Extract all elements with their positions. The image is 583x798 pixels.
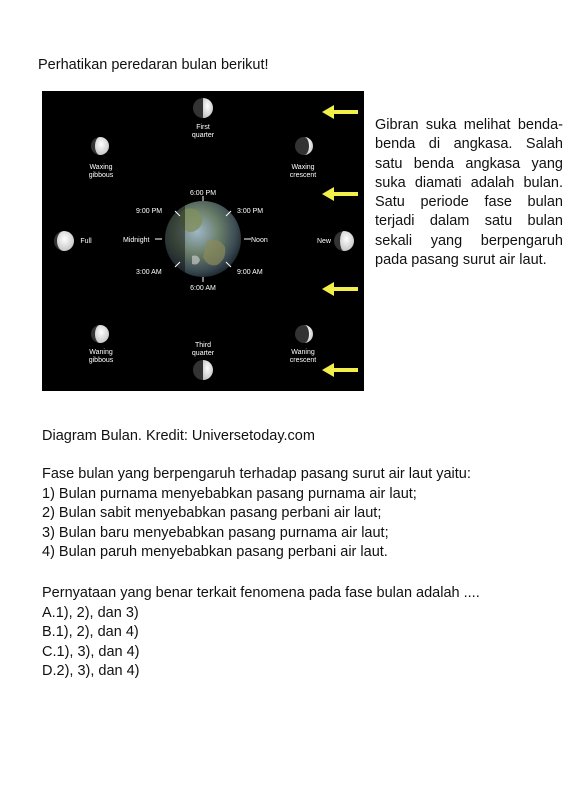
label-waning-gibbous-2: gibbous [88,357,114,364]
moon-new [334,231,354,251]
arrow-left-icon [322,187,358,201]
question-prompt: Pernyataan yang benar terkait fenomena pada fase bulan adalah .... [42,585,480,601]
statement-item: 1) Bulan purnama menyebabkan pasang purnama air laut; [42,485,417,502]
option-d[interactable]: D.2), 3), dan 4) [42,663,140,679]
label-third-quarter-1: Third [195,342,211,349]
label-waxing-gibbous-1: Waxing [89,164,113,171]
option-b[interactable]: B.1), 2), dan 4) [42,624,139,640]
statement-item: 3) Bulan baru menyebabkan pasang purnama air laut; [42,524,389,541]
option-a[interactable]: A.1), 2), dan 3) [42,604,139,621]
arrow-left-icon [322,105,358,119]
time-label-noon: Noon [251,237,268,244]
statement-item: 2) Bulan sabit menyebabkan pasang perbani air laut; [42,505,382,521]
moon-waning-crescent [295,325,313,343]
moon-third-quarter [193,360,213,380]
moon-full [54,231,74,251]
figure-caption: Diagram Bulan. Kredit: Universetoday.com [42,428,315,444]
time-label-6pm: 6:00 PM [189,190,217,197]
moon-phase-svg [42,91,364,391]
label-full: Full [80,238,92,245]
intro-text: Perhatikan peredaran bulan berikut! [38,57,269,73]
question-stem: Fase bulan yang berpengaruh terhadap pasang surut air laut yaitu: [42,466,471,482]
answer-options [42,584,480,682]
label-new: New [316,238,332,245]
statement-item: 4) Bulan paruh menyebabkan pasang perbani air laut. [42,544,388,560]
label-waning-crescent-2: crescent [289,357,317,364]
time-label-3pm: 3:00 PM [237,208,264,215]
arrow-left-icon [322,363,358,377]
time-label-9pm: 9:00 PM [136,208,163,215]
label-waxing-crescent-1: Waxing [291,164,315,171]
option-c[interactable]: C.1), 3), dan 4) [42,643,140,660]
label-third-quarter-2: quarter [191,350,215,357]
moon-waxing-crescent [295,137,313,155]
time-label-6am: 6:00 AM [190,285,216,292]
label-waxing-crescent-2: crescent [289,172,317,179]
label-waning-gibbous-1: Waning [89,349,113,356]
time-label-3am: 3:00 AM [136,269,162,276]
arrow-left-icon [322,282,358,296]
time-label-9am: 9:00 AM [237,269,263,276]
label-first-quarter-2: quarter [191,132,215,139]
moon-first-quarter [193,98,213,118]
label-first-quarter-1: First [196,124,210,131]
question-statements [42,465,471,563]
label-waxing-gibbous-2: gibbous [88,172,114,179]
label-waning-crescent-1: Waning [291,349,315,356]
story-paragraph: Gibran suka melihat benda-benda di angkasa. Salah satu benda angkasa yang suka diamati adalah bulan. Satu periode fase bulan terjadi dalam satu bulan sekali yang berpengaruh pada pasang surut air laut. [375,117,563,269]
moon-phase-diagram [42,91,364,391]
moon-waxing-gibbous [91,137,109,155]
time-label-midnight: Midnight [123,237,150,244]
moon-waning-gibbous [91,325,109,343]
